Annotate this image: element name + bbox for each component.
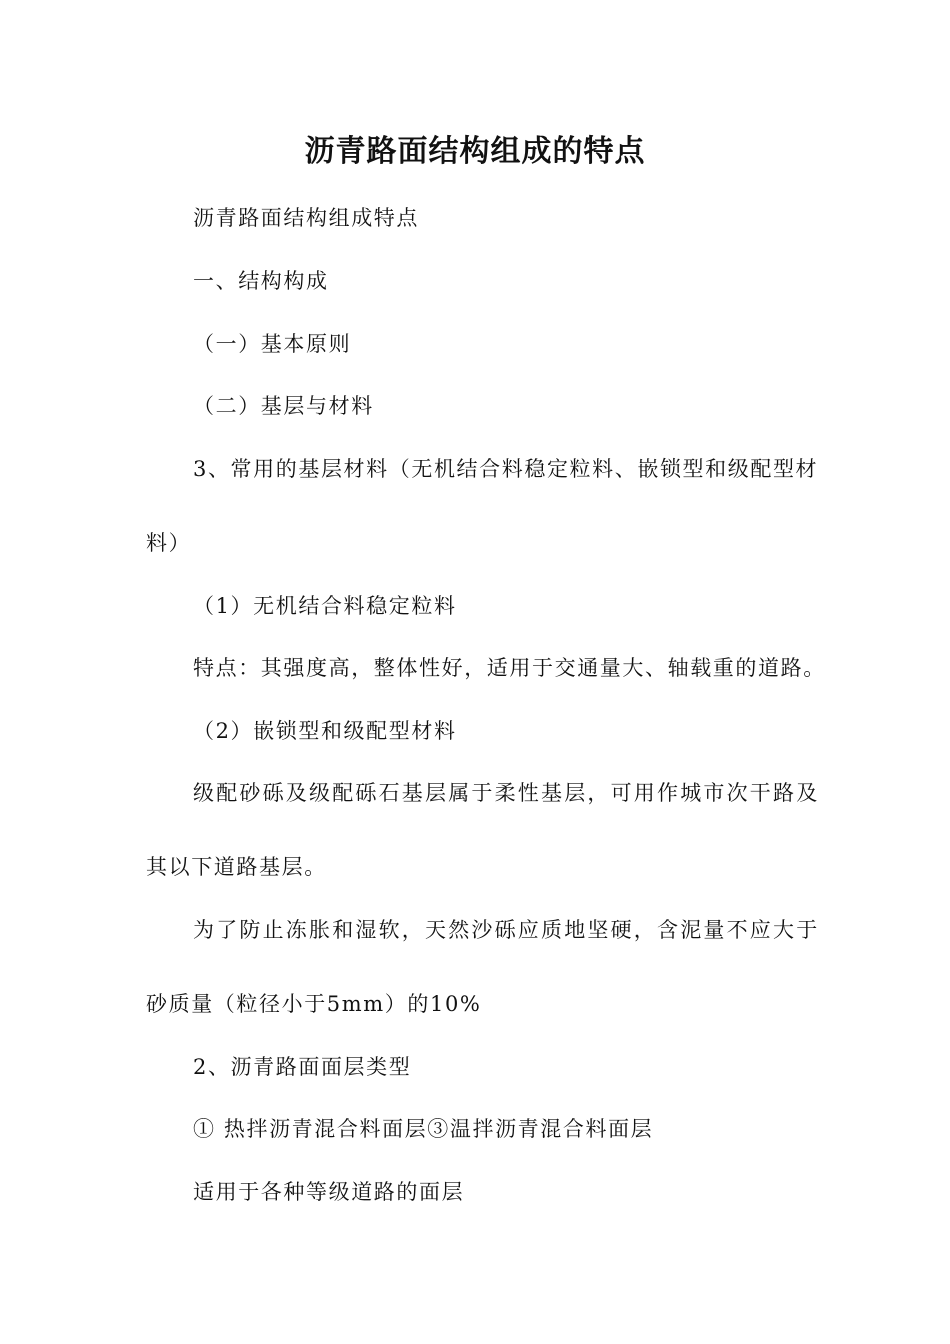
paragraph-frost-prevention: 为了防止冻胀和湿软，天然沙砾应质地坚硬，含泥量不应大于 [193, 918, 820, 942]
paragraph-common-base-materials: 3、常用的基层材料（无机结合料稳定粒料、嵌锁型和级配型材 [193, 457, 819, 481]
paragraph-features: 特点：其强度高，整体性好，适用于交通量大、轴载重的道路。 [193, 656, 826, 680]
paragraph-applicability: 适用于各种等级道路的面层 [193, 1180, 465, 1204]
paragraph-frost-prevention-cont: 砂质量（粒径小于5mm）的10% [146, 992, 482, 1016]
item-heading-inorganic-binder: （1）无机结合料稳定粒料 [193, 594, 457, 618]
paragraph-graded-gravel-cont: 其以下道路基层。 [146, 855, 327, 879]
section-heading-structure: 一、结构构成 [193, 269, 329, 293]
paragraph-graded-gravel: 级配砂砾及级配砾石基层属于柔性基层，可用作城市次干路及 [193, 781, 820, 805]
item-heading-interlock-graded: （2）嵌锁型和级配型材料 [193, 719, 457, 743]
paragraph-subtitle: 沥青路面结构组成特点 [193, 206, 419, 230]
section-heading-surface-types: 2、沥青路面面层类型 [193, 1055, 412, 1079]
document-title: 沥青路面结构组成的特点 [304, 134, 646, 169]
subsection-heading-basic-principles: （一）基本原则 [193, 332, 352, 356]
subsection-heading-base-materials: （二）基层与材料 [193, 394, 374, 418]
paragraph-surface-types-list: ① 热拌沥青混合料面层③温拌沥青混合料面层 [193, 1117, 654, 1141]
paragraph-common-base-materials-cont: 料） [146, 531, 192, 555]
